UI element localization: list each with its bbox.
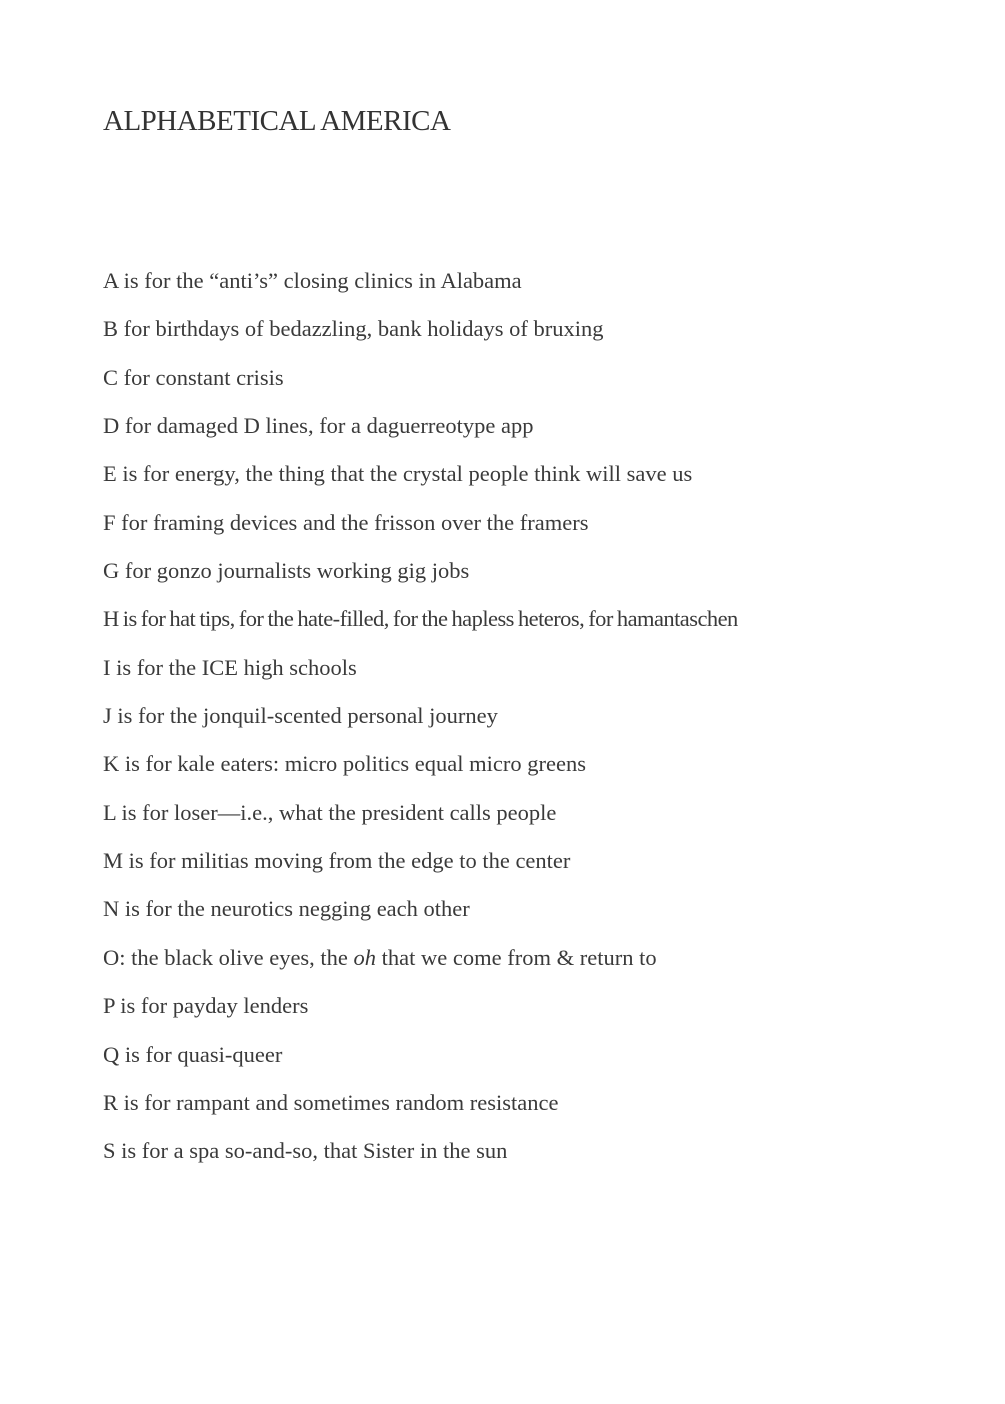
poem-line-o-end: that we come from & return to bbox=[376, 944, 657, 970]
poem-line-n: N is for the neurotics negging each other bbox=[103, 896, 470, 922]
poem-line-g: G for gonzo journalists working gig jobs bbox=[103, 558, 470, 584]
poem-line-r: R is for rampant and sometimes random resistance bbox=[103, 1089, 559, 1115]
poem-line-b: B for birthdays of bedazzling, bank holidays of bruxing bbox=[103, 316, 604, 342]
poem-line-j: J is for the jonquil-scented personal journey bbox=[103, 703, 498, 729]
poem-line-e: E is for energy, the thing that the crystal people think will save us bbox=[103, 461, 693, 487]
poem-line-q: Q is for quasi-queer bbox=[103, 1041, 283, 1067]
poem-line-h: H is for hat tips, for the hate-filled, for the hapless heteros, for hamantaschen bbox=[103, 606, 738, 632]
poem-line-a: A is for the “anti’s” closing clinics in Alabama bbox=[103, 268, 522, 293]
poem-line-o-italic: oh bbox=[353, 944, 377, 970]
poem-line-l: L is for loser—i.e., what the president calls people bbox=[103, 799, 557, 825]
poem-line-k: K is for kale eaters: micro politics equal micro greens bbox=[103, 751, 586, 777]
poem-line-f: F for framing devices and the frisson over the framers bbox=[103, 509, 589, 535]
poem-line-m: M is for militias moving from the edge to the center bbox=[103, 848, 571, 874]
poem-line-c: C for constant crisis bbox=[103, 364, 284, 390]
poem-line-p: P is for payday lenders bbox=[103, 993, 309, 1019]
poem-line-i: I is for the ICE high schools bbox=[103, 654, 357, 680]
poem-line-o bbox=[103, 941, 738, 989]
poem-line-s: S is for a spa so-and-so, that Sister in the sun bbox=[103, 1138, 508, 1164]
poem-title: ALPHABETICAL AMERICA bbox=[103, 105, 451, 137]
poem-line-o-start: O: the black olive eyes, the bbox=[103, 944, 354, 970]
poem-line-d: D for damaged D lines, for a daguerreotype app bbox=[103, 413, 534, 439]
poem-body bbox=[103, 264, 738, 1183]
